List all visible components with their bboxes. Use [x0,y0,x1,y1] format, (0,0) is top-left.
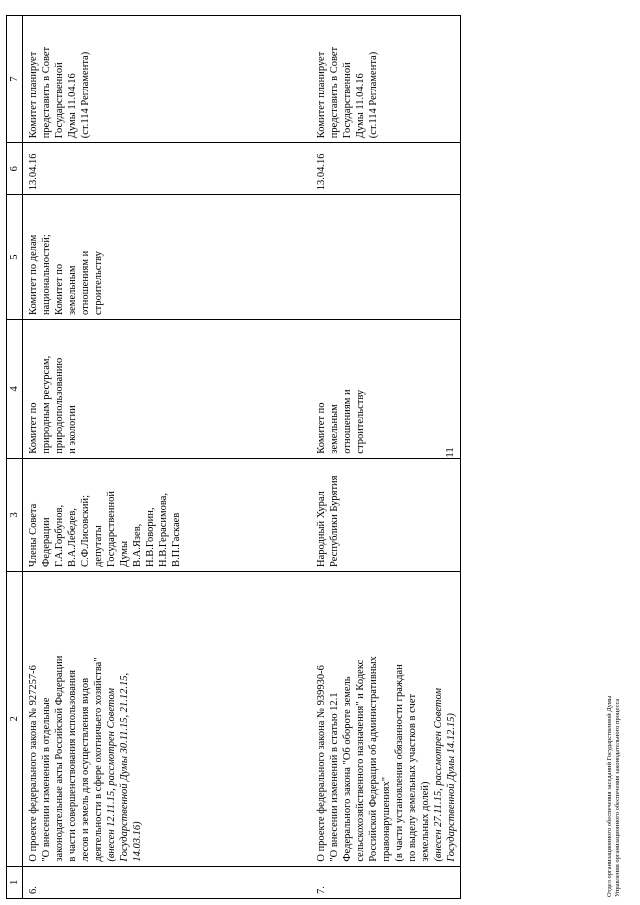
committee-line: Комитет по [28,402,39,454]
co-committees [23,195,312,320]
page-footer [606,696,622,897]
initiator-line: С.Ф.Лисовский; [80,494,91,567]
column-header: 3 [7,458,23,571]
plan-line: представить в Совет [329,46,340,139]
plan-line: Думы 11.04.16 [67,73,78,139]
bill-title-line: земельных долей) [420,781,431,862]
bill-title-line: О проекте федерального закона № 939930-6 [316,665,327,862]
committee-line: природопользованию [54,357,65,454]
initiator-line: Федерации [41,517,52,567]
plan-line: Государственной [54,62,65,139]
committee-line: природным ресурсам, [41,355,52,454]
column-header: 7 [7,16,23,143]
plan-cell [311,16,461,143]
co-committee-line: отношениям и [80,250,91,315]
committee-line: строительству [355,389,366,454]
column-header: 1 [7,866,23,898]
legislation-table [6,15,461,899]
initiator-line: Н.В.Говорин, [145,507,156,567]
responsible-committee [311,320,461,459]
column-header: 4 [7,320,23,459]
initiator-line: Г.А.Горбунов, [54,504,65,567]
table-header-row [7,16,23,899]
row-number: 7. [311,866,461,898]
initiator-line: Н.В.Герасимова, [158,492,169,567]
bill-note-line: Государственной Думы 14.12.15) [446,713,457,862]
bill-note-line: (внесен 27.11.15, рассмотрен Советом [433,687,444,862]
initiator-line: Государственной [106,491,117,567]
column-header: 6 [7,143,23,195]
column-header: 2 [7,571,23,866]
plan-line: Государственной [342,62,353,139]
bill-note-line: (внесен 12.11.15, рассмотрен Советом [106,687,117,862]
initiator-line: В.П.Гаскаев [171,512,182,567]
committee-line: и экологии [67,405,78,454]
bill-title-line: Российской Федерации об административных [368,656,379,862]
bill-title-line: законодательные акты Российской Федерации [54,655,65,862]
co-committee-line: национальностей; [41,234,52,315]
initiator-line: В.А.Лебедев, [67,508,78,567]
bill-title-line: Федерального закона "Об обороте земель [342,676,353,862]
co-committee-line: строительству [93,251,104,315]
plan-line: (ст.114 Регламента) [368,51,379,139]
bill-title-line: лесов и земель для осуществления видов [80,677,91,862]
date-cell: 13.04.16 [23,143,312,195]
bill-title-line: "О внесении изменений в отдельные [41,697,52,862]
bill-note-line: 14.03.16) [132,821,143,862]
plan-line: Комитет планирует [316,51,327,139]
bill-note-line: Государственной Думы 30.11.15, 21.12.15, [119,672,130,862]
bill-title-line: по выделу земельных участков в счет [407,693,418,862]
co-committee-line: Комитет по [54,263,65,315]
row-number: 6. [23,866,312,898]
plan-cell [23,16,312,143]
initiator-line: Народный Хурал [316,491,327,567]
footer-line: Отдел организационного обеспечения заседаний Государственной Думы [606,695,613,897]
plan-line: (ст.114 Регламента) [80,51,91,139]
plan-line: Думы 11.04.16 [355,73,366,139]
initiator-line: депутаты [93,525,104,567]
bill-title-line: сельскохозяйственного назначения" и Кодекс [355,659,366,862]
committee-line: земельным [329,404,340,454]
bill-description [311,571,461,866]
initiator-line: Думы [119,540,130,567]
bill-title-line: "О внесении изменений в статью 12.1 [329,692,340,862]
bill-description [23,571,312,866]
co-committee-line: Комитет по делам [28,234,39,315]
responsible-committee [23,320,312,459]
initiator-line: Республики Бурятия [329,475,340,567]
bill-title-line: деятельности в сфере охотничьего хозяйства" [93,657,104,862]
table-row [311,16,461,899]
committee-line: Комитет по [316,402,327,454]
plan-line: представить в Совет [41,46,52,139]
bill-title-line: О проекте федерального закона № 927257-6 [28,665,39,862]
bill-title-line: (в части установления обязанности граждан [394,664,405,862]
co-committee-line: земельным [67,265,78,315]
bill-title-line: правонарушениях" [381,776,392,862]
initiators [311,458,461,571]
table-row [23,16,312,899]
page-number: 11 [444,447,456,458]
column-header: 5 [7,195,23,320]
initiator-line: В.А.Язев, [132,523,143,567]
initiators [23,458,312,571]
bill-title-line: в части совершенствования использования [67,670,78,862]
initiator-line: Члены Совета [28,503,39,567]
footer-line: Управления организационного обеспечения законодательного процесса [614,698,621,897]
co-committees [311,195,461,320]
committee-line: отношениям и [342,389,353,454]
date-cell: 13.04.16 [311,143,461,195]
plan-line: Комитет планирует [28,51,39,139]
